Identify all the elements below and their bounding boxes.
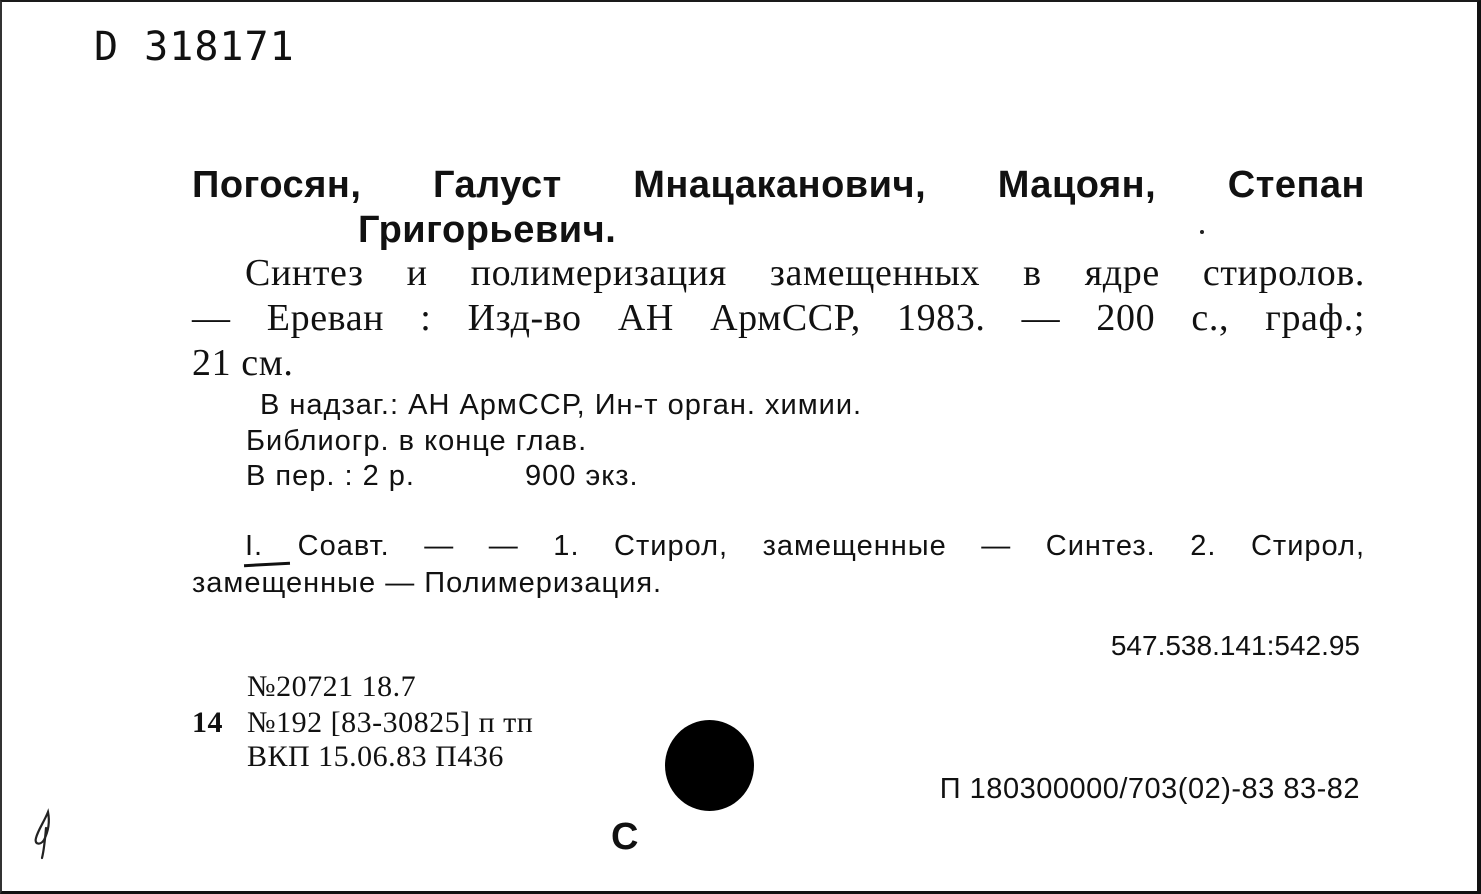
print-date: ВКП 15.06.83 П436 — [247, 740, 504, 773]
ink-speck — [1200, 230, 1204, 234]
udc-code: 547.538.141:542.95 — [1110, 630, 1360, 661]
order-number: №20721 18.7 — [247, 670, 417, 703]
author-heading-continued: Григорьевич. — [358, 209, 617, 251]
call-number: D 318171 — [94, 24, 295, 70]
price-code: П 180300000/703(02)-83 83-82 — [939, 773, 1360, 805]
note-header: В надзаг.: АН АрмССР, Ин-т орган. химии. — [260, 389, 863, 421]
note-bibliography: Библиогр. в конце глав. — [246, 425, 588, 457]
card-count: 14 — [192, 706, 223, 739]
author-word: Мацоян, — [997, 164, 1157, 206]
tracings: I. Соавт. — — 1. Стирол, замещенные — Синтез. 2. Стирол, — [245, 530, 1365, 562]
author-word: Мнацаканович, — [633, 164, 927, 206]
note-copies: 900 экз. — [525, 460, 639, 492]
author-word: Погосян, — [192, 164, 362, 206]
author-heading — [192, 164, 1365, 207]
tracings-continued: замещенные — Полимеризация. — [192, 567, 663, 599]
print-order: №192 [83-30825] п тп — [247, 706, 534, 739]
filled-circle — [665, 720, 754, 811]
author-word: Галуст — [432, 164, 562, 206]
copyright-sign: С — [611, 816, 639, 858]
imprint-line: — Ереван : Изд-во АН АрмССР, 1983. — 200 с., граф.; — [192, 297, 1365, 339]
note-price: В пер. : 2 р. — [246, 460, 415, 492]
author-word: Степан — [1227, 164, 1365, 206]
handwritten-mark-icon — [30, 808, 60, 860]
book-title: Синтез и полимеризация замещенных в ядре стиролов. — [245, 252, 1365, 294]
imprint-size: 21 см. — [192, 342, 294, 384]
